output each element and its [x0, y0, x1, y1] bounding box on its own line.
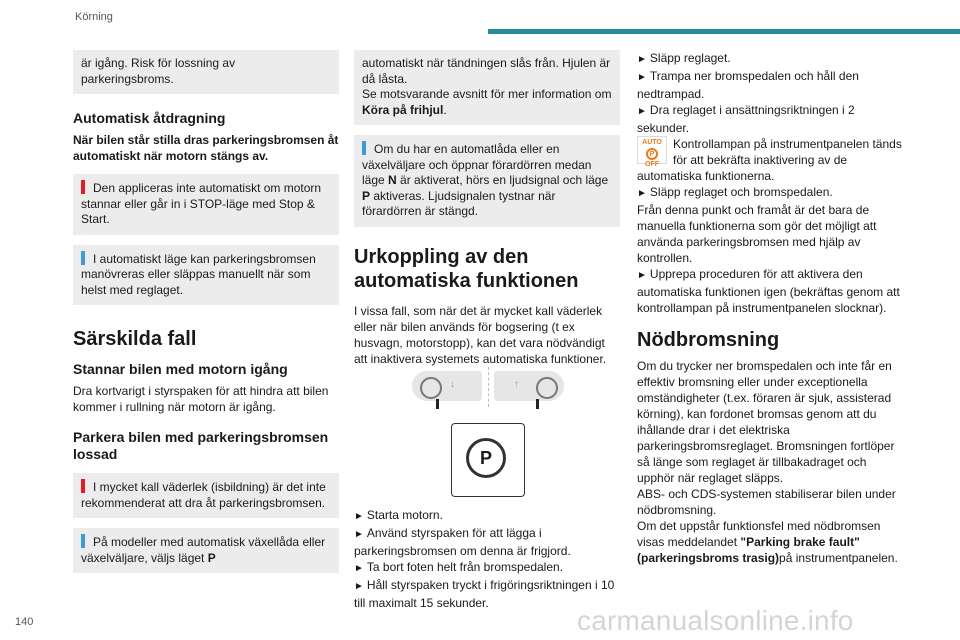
step-item [637, 266, 907, 316]
column-3 [637, 50, 907, 566]
info-p-mode: P [207, 550, 216, 565]
step-item [637, 184, 907, 202]
lamp-p-ring: P [646, 148, 658, 160]
note-box-continued [73, 50, 339, 94]
arrow-right-icon: ► [354, 528, 364, 540]
arrow-right-icon: ► [637, 270, 647, 281]
steps-continued [637, 50, 907, 316]
info-icon [81, 251, 85, 265]
heading-automatic-apply: Automatisk åtdragning [73, 110, 226, 126]
info-text: aktiveras. Ljudsignalen tystnar när förardörren är stängd. [362, 188, 556, 218]
heading-stall: Stannar bilen med motorn igång [73, 361, 288, 377]
note-link-ref: Köra på frihjul [362, 102, 444, 117]
fault-text [637, 518, 907, 566]
divider [488, 367, 489, 407]
note-text-ref: Se motsvarande avsnitt för mer information om [362, 87, 612, 101]
info-box-2 [73, 528, 339, 573]
arrow-right-icon: ► [354, 580, 364, 592]
lamp-paragraph [637, 136, 907, 184]
arrow-right-icon: ► [637, 54, 647, 65]
step-item [354, 525, 620, 559]
step-item [637, 50, 907, 68]
step-item [637, 68, 907, 102]
note-text-end: . [443, 102, 447, 117]
warning-text: I mycket kall väderlek (isbildning) är det inte rekommenderat att dra åt parkeringsbromsen. [81, 480, 326, 510]
abs-text: ABS- och CDS-systemen stabiliserar bilen under nödbromsning. [637, 487, 896, 517]
disable-steps [354, 507, 620, 611]
step-text: Släpp reglaget och bromspedalen. [649, 185, 833, 199]
note-text: är igång. Risk för lossning av parkeringsbroms. [81, 56, 236, 86]
info-box-gear [354, 135, 620, 227]
step-text: Upprepa proceduren för att aktivera den automatiska funktionen igen (bekräftas genom att kontrollampan på instrumentpanelen slocknar). [637, 267, 900, 315]
warning-text: Den appliceras inte automatiskt om motorn stannar eller går in i STOP-läge med Stop & Start. [81, 181, 322, 226]
watermark: carmanualsonline.info [577, 605, 854, 636]
arrow-right-icon: ► [637, 188, 647, 199]
steering-wheel-icon [420, 377, 442, 399]
step-item [354, 507, 620, 525]
step-text: Ta bort foten helt från bromspedalen. [366, 559, 564, 574]
column-2 [354, 50, 620, 611]
auto-off-warning-lamp-icon [637, 136, 667, 168]
lever-left-graphic [412, 371, 482, 401]
warning-icon [81, 479, 85, 493]
disable-text: I vissa fall, som när det är mycket kall väderlek eller när bilen används för bogsering (t ex husvagn, motorstopp), kan det vara nödvändigt att inaktivera systemets automatiska funktioner. [354, 303, 607, 366]
stall-text: Dra kortvarigt i styrspaken för att hindra att bilen kommer i rullning när motorn är igång. [73, 384, 329, 414]
fault-message: "Parking brake fault" (parkeringsbroms trasig) [637, 535, 860, 565]
heading-emergency-braking: Nödbromsning [637, 329, 780, 351]
info-icon [362, 141, 366, 155]
lamp-label-bottom: OFF [645, 161, 659, 168]
steering-wheel-icon [536, 377, 558, 399]
lamp-text: Kontrollampan på instrumentpanelen tänds för att bekräfta inaktivering av de automatiska funktionerna. [637, 137, 902, 183]
step-text: Dra reglaget i ansättningsriktningen i 2 sekunder. [637, 103, 855, 135]
step-item [354, 559, 620, 577]
steering-lever-illustration [354, 367, 620, 507]
emergency-text: Om du trycker ner bromspedalen och inte får en effektiv bromsning eller under exceptionella omständigheter (t.ex. föraren är sjuk, assisterad körning), kan fordonet bromsas genom att du ihållande drar i det elektriska parkeringsbromsreglaget. Bromsningen fortlöper så länge som reglaget är tillbakadraget och upphör när reglaget släpps. [637, 359, 895, 485]
step-item [637, 102, 907, 136]
heading-special-cases: Särskilda fall [73, 328, 197, 350]
arrow-right-icon: ► [637, 106, 647, 117]
info-p: P [362, 188, 371, 203]
arrow-right-icon: ► [354, 562, 364, 574]
tick-mark [436, 399, 439, 409]
step-text: Trampa ner bromspedalen och håll den nedtrampad. [637, 69, 859, 101]
lever-right-graphic [494, 371, 564, 401]
step-text: Starta motorn. [366, 507, 443, 522]
note-box-freewheel [354, 50, 620, 125]
heading-park-released: Parkera bilen med parkeringsbromsen lossad [73, 429, 329, 462]
running-header: Körning [75, 11, 113, 23]
auto-apply-lead: När bilen står stilla dras parkeringsbromsen åt automatiskt när motorn stängs av. [73, 133, 339, 163]
step-text: Släpp reglaget. [649, 51, 731, 65]
lamp-label-top: AUTO [642, 139, 662, 146]
arrow-right-icon: ► [637, 72, 647, 83]
info-text: är aktiverat, hörs en ljudsignal och läge [396, 173, 609, 187]
info-text: I automatiskt läge kan parkeringsbromsen manövreras eller släppas manuellt när som helst med reglaget. [81, 251, 316, 297]
info-icon [81, 534, 85, 548]
warning-box-1 [73, 174, 339, 235]
info-box-1 [73, 245, 339, 306]
step-text: Använd styrspaken för att lägga i parkeringsbromsen om denna är frigjord. [354, 525, 571, 558]
info-text: Om du har en automatlåda eller en växelväljare och öppnar förardörren medan läge [362, 142, 592, 187]
fault-text-end: på instrumentpanelen. [779, 551, 898, 565]
fault-text-a: Om det uppstår funktionsfel med nödbromsen visas meddelandet [637, 519, 881, 549]
warning-box-2 [73, 473, 339, 518]
column-1 [73, 50, 339, 583]
info-text: På modeller med automatisk växellåda eller växelväljare, väljs läget [81, 535, 326, 565]
header-accent-bar [488, 29, 960, 34]
park-symbol: P [479, 447, 492, 468]
warning-icon [81, 180, 85, 194]
parking-brake-button-graphic [451, 423, 525, 497]
info-n: N [388, 173, 397, 187]
arrow-right-icon: ► [354, 510, 364, 522]
arrow-icon: ↓ [450, 378, 455, 390]
manual-only-text: Från denna punkt och framåt är det bara de manuella funktionerna som gör det möjligt att använda parkeringsbromsen med hjälp av kontrollen. [637, 203, 877, 265]
arrow-icon: ↑ [514, 378, 519, 390]
page-number: 140 [15, 616, 34, 628]
tick-mark [536, 399, 539, 409]
step-text: Håll styrspaken tryckt i frigöringsriktningen i 10 till maximalt 15 sekunder. [354, 577, 615, 610]
heading-disable-auto: Urkoppling av den automatiska funktionen [354, 245, 579, 292]
note-text: automatiskt när tändningen slås från. Hjulen är då låsta. [362, 56, 611, 86]
parking-brake-icon [466, 438, 506, 478]
